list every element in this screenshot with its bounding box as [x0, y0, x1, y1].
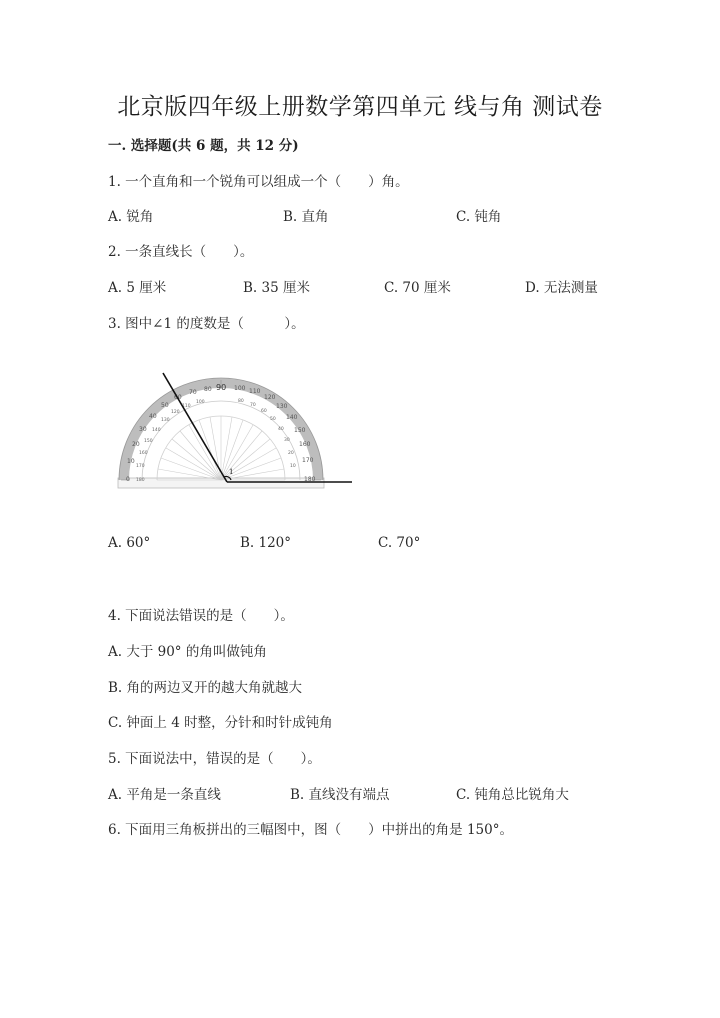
svg-text:30: 30 — [139, 426, 147, 433]
page-title: 北京版四年级上册数学第四单元 线与角 测试卷 — [117, 94, 603, 120]
svg-text:80: 80 — [204, 386, 212, 393]
q4-option-c[interactable]: C. 钟面上 4 时整，分针和时针成钝角 — [108, 715, 333, 731]
q2-option-b[interactable]: B. 35 厘米 — [243, 280, 310, 296]
svg-text:180: 180 — [304, 476, 316, 483]
q2-option-c[interactable]: C. 70 厘米 — [384, 280, 451, 296]
svg-text:180: 180 — [136, 478, 145, 483]
question-5-stem: 5. 下面说法中，错误的是（ ）。 — [108, 751, 321, 767]
svg-text:130: 130 — [161, 418, 170, 423]
svg-text:100: 100 — [234, 385, 246, 392]
svg-text:120: 120 — [171, 410, 180, 415]
svg-text:150: 150 — [294, 427, 306, 434]
svg-text:160: 160 — [299, 441, 311, 448]
question-4-stem: 4. 下面说法错误的是（ ）。 — [108, 608, 294, 624]
svg-text:80: 80 — [238, 399, 244, 404]
q2-option-a[interactable]: A. 5 厘米 — [108, 280, 167, 296]
protractor-figure — [112, 370, 362, 495]
section-heading: 一. 选择题(共 6 题，共 12 分) — [108, 138, 299, 154]
svg-text:20: 20 — [132, 441, 140, 448]
svg-text:70: 70 — [250, 403, 256, 408]
svg-text:20: 20 — [288, 451, 294, 456]
q3-option-c[interactable]: C. 70° — [378, 535, 421, 551]
svg-text:160: 160 — [139, 451, 148, 456]
svg-text:120: 120 — [264, 394, 276, 401]
q1-option-a[interactable]: A. 锐角 — [108, 209, 154, 225]
svg-text:110: 110 — [249, 388, 261, 395]
svg-text:100: 100 — [196, 400, 205, 405]
svg-text:0: 0 — [126, 476, 130, 483]
q5-option-c[interactable]: C. 钝角总比锐角大 — [456, 787, 569, 803]
svg-text:40: 40 — [149, 413, 157, 420]
svg-text:50: 50 — [161, 402, 169, 409]
q5-option-b[interactable]: B. 直线没有端点 — [290, 787, 390, 803]
svg-text:30: 30 — [284, 438, 290, 443]
question-3-stem: 3. 图中∠1 的度数是（ ）。 — [108, 316, 305, 332]
question-2-stem: 2. 一条直线长（ ）。 — [108, 244, 254, 260]
svg-text:10: 10 — [127, 458, 135, 465]
svg-text:110: 110 — [182, 404, 191, 409]
svg-text:170: 170 — [136, 464, 145, 469]
q5-option-a[interactable]: A. 平角是一条直线 — [108, 787, 221, 803]
angle-1-label: 1 — [229, 468, 234, 476]
q4-option-b[interactable]: B. 角的两边叉开的越大角就越大 — [108, 680, 303, 696]
svg-text:50: 50 — [270, 417, 276, 422]
svg-text:150: 150 — [144, 439, 153, 444]
question-6-stem: 6. 下面用三角板拼出的三幅图中，图（ ）中拼出的角是 150°。 — [108, 822, 513, 838]
svg-text:60: 60 — [174, 394, 182, 401]
svg-text:70: 70 — [189, 389, 197, 396]
q3-option-b[interactable]: B. 120° — [240, 535, 292, 551]
q3-option-a[interactable]: A. 60° — [108, 535, 151, 551]
svg-text:40: 40 — [278, 427, 284, 432]
q1-option-c[interactable]: C. 钝角 — [456, 209, 502, 225]
svg-text:90: 90 — [216, 383, 227, 392]
svg-text:140: 140 — [152, 428, 161, 433]
svg-text:170: 170 — [302, 457, 314, 464]
q4-option-a[interactable]: A. 大于 90° 的角叫做钝角 — [108, 644, 267, 660]
q1-option-b[interactable]: B. 直角 — [283, 209, 329, 225]
svg-text:60: 60 — [261, 409, 267, 414]
svg-text:140: 140 — [286, 414, 298, 421]
q2-option-d[interactable]: D. 无法测量 — [525, 280, 598, 296]
question-1-stem: 1. 一个直角和一个锐角可以组成一个（ ）角。 — [108, 174, 409, 190]
svg-text:10: 10 — [290, 464, 296, 469]
svg-text:130: 130 — [276, 403, 288, 410]
